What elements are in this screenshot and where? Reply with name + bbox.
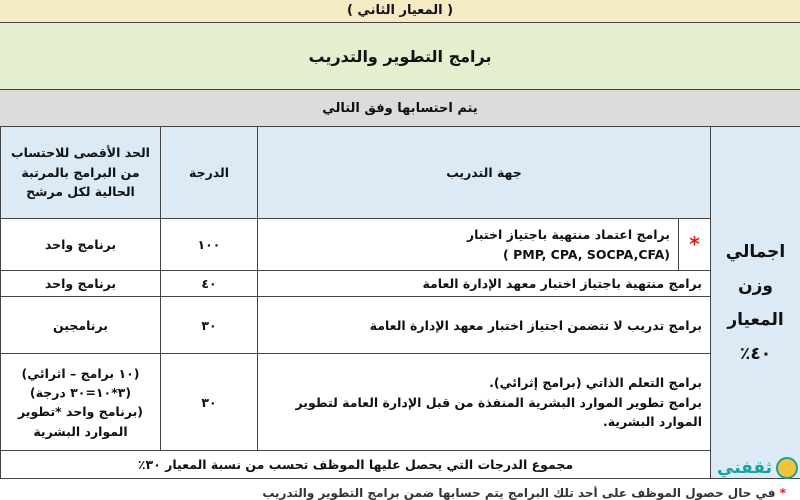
table-row — [1, 297, 800, 354]
site-logo — [712, 448, 798, 488]
bottom-asterisk-icon: * — [779, 486, 786, 500]
row4-score: ٣٠ — [161, 354, 258, 451]
logo-text: ثقفني — [717, 458, 772, 478]
row3-max: برنامجين — [1, 297, 161, 354]
row2-source: برامج منتهية باجتياز اختبار معهد الإدارة العامة — [258, 271, 711, 297]
header-score: الدرجة — [161, 127, 258, 219]
row1-max: برنامج واحد — [1, 219, 161, 271]
row4-source-line1: برامج التعلم الذاتي (برامج إثرائي). — [489, 375, 702, 391]
asterisk-icon: * — [679, 219, 711, 271]
total-weight-cell — [711, 127, 800, 479]
criterion-label — [0, 0, 800, 22]
table-header-row — [1, 127, 800, 219]
header-max: الحد الأقصى للاحتساب من البرامج بالمرتبة الحالية لكل مرشح — [1, 127, 161, 219]
sum-note: مجموع الدرجات التي يحصل عليها الموظف تحسب من نسبة المعيار ٣٠٪ — [1, 451, 711, 479]
lightbulb-logo-icon — [776, 457, 798, 479]
row4-max-line2: (٣*١٠=٣٠ درجة) — [29, 385, 132, 400]
table-row — [1, 354, 800, 451]
bottom-note — [0, 486, 800, 500]
row2-score: ٤٠ — [161, 271, 258, 297]
row4-max — [1, 354, 161, 451]
row3-source: برامج تدريب لا تتضمن اجتياز اختبار معهد الإدارة العامة — [258, 297, 711, 354]
row4-source — [258, 354, 711, 451]
row2-max: برنامج واحد — [1, 271, 161, 297]
row4-max-line1: (١٠ برامج – اثرائي) — [21, 365, 140, 381]
total-weight-line4: ٤٠٪ — [739, 343, 772, 364]
row1-score: ١٠٠ — [161, 219, 258, 271]
calc-note-text: يتم احتسابها وفق التالي — [322, 100, 478, 116]
row1-source-line1: برامج اعتماد منتهية باجتياز اختبار — [466, 227, 670, 243]
section-title-text: برامج التطوير والتدريب — [308, 46, 492, 66]
row1-source-line2: ( PMP, CPA, SOCPA,CFA) — [503, 246, 670, 262]
sum-row — [1, 451, 800, 479]
table-row — [1, 219, 800, 271]
calc-note — [0, 89, 800, 126]
row4-source-line2: برامج تطوير الموارد البشرية المنفذة من قبل الإدارة العامة لتطوير الموارد البشرية. — [295, 394, 702, 430]
total-weight-line3: المعيار — [727, 309, 784, 330]
criteria-table — [0, 126, 800, 479]
total-weight-line1: اجمالي — [725, 241, 786, 262]
row4-max-line3: (برنامج واحد *تطوير الموارد البشرية — [17, 404, 144, 439]
criterion-label-text: ( المعيار الثاني ) — [346, 3, 454, 18]
table-row — [1, 271, 800, 297]
total-weight-line2: وزن — [738, 275, 773, 296]
section-title — [0, 22, 800, 89]
row3-score: ٣٠ — [161, 297, 258, 354]
header-source: جهة التدريب — [258, 127, 711, 219]
row1-source — [258, 219, 679, 271]
bottom-note-text: في حال حصول الموظف على أحد تلك البرامج يتم حسابها ضمن برامج التطوير والتدريب — [262, 486, 776, 500]
